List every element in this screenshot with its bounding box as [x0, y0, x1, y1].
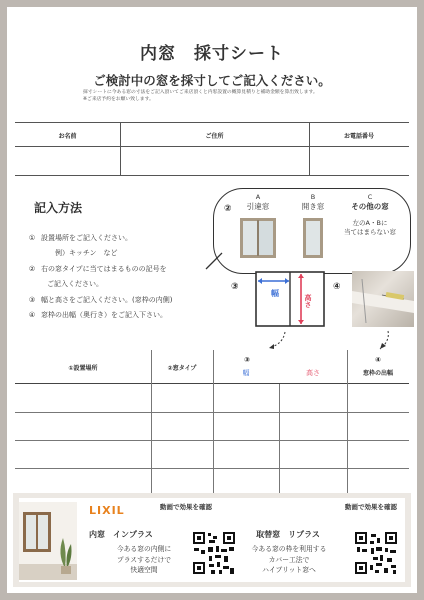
depth-header: 窓枠の出幅 — [362, 370, 393, 377]
product1-desc-line: 快適空間 — [130, 566, 158, 574]
table-row — [15, 468, 409, 469]
intro-note-line1: 採寸シートに今ある窓の寸法をご記入頂いてご来店頂くと内窓設置の概算見積りと補助金額を算出致します。 — [83, 90, 318, 95]
sliding-window-icon — [239, 217, 277, 259]
qr-code-2[interactable] — [353, 530, 399, 576]
method-step: ② 右の窓タイプに当てはまるものの記号を — [28, 264, 167, 273]
step4-marker: ④ — [333, 282, 341, 292]
window-type-c-name: その他の窓 — [351, 202, 389, 211]
method-step: ④ 窓枠の出幅（奥行き）をご記入下さい。 — [28, 311, 167, 320]
window-type-c-desc2: 当てはまらない窓 — [344, 228, 396, 236]
window-type-c-desc1: 左のA・Bに — [352, 219, 388, 227]
table-row — [15, 440, 409, 441]
product1-title: 内窓 インプラス — [89, 530, 153, 539]
step2-marker: ② — [224, 204, 232, 214]
window-type-b — [297, 193, 329, 211]
intro-note-line2: ※ご来店予約をお願い致します。 — [83, 97, 154, 102]
measurement-sheet — [7, 7, 417, 593]
product1-desc — [99, 544, 189, 576]
height-header: 高さ — [306, 369, 320, 377]
customer-info-table — [15, 122, 409, 176]
video-label-2: 動画で効果を確認 — [345, 503, 397, 511]
qr-code-1[interactable] — [191, 530, 237, 576]
product2-title: 取替窓 リプラス — [256, 530, 320, 539]
page-title: 内窓 採寸シート — [140, 44, 284, 64]
step3-marker: ③ — [231, 282, 239, 292]
qr-code-icon — [191, 530, 237, 576]
room-window-image — [19, 502, 77, 580]
product2-desc-line: カバー工法で — [268, 555, 310, 564]
frame-depth-illustration — [352, 271, 414, 327]
window-type-b-name: 開き窓 — [301, 202, 325, 211]
product1-desc-line: 今ある窓の内側に — [116, 545, 172, 553]
lixil-logo: LIXIL — [89, 504, 125, 517]
address-header: ご住所 — [205, 133, 224, 140]
window-type-a — [236, 193, 280, 211]
casement-window-icon — [302, 217, 324, 259]
method-title: 記入方法 — [34, 201, 83, 215]
window-type-a-name: 引違窓 — [246, 202, 270, 211]
table-row — [15, 412, 409, 413]
product1-desc-line: プラスするだけで — [116, 555, 172, 564]
qr-code-icon — [353, 530, 399, 576]
method-step: ご記入ください。 — [47, 280, 103, 289]
product2-desc-line: ハイブリット窓へ — [262, 566, 316, 574]
intro-note — [83, 89, 318, 103]
footer-banner — [13, 493, 411, 587]
measurement-table — [15, 350, 409, 496]
window-type-b-letter: B — [310, 193, 316, 201]
name-field[interactable] — [17, 149, 118, 175]
window-type-header: ②窓タイプ — [167, 365, 197, 372]
method-steps — [23, 231, 172, 323]
window-type-c-letter: C — [367, 193, 373, 201]
window-type-c — [337, 193, 403, 237]
window-frame-photo — [352, 271, 414, 327]
phone-field[interactable] — [311, 149, 407, 175]
width-header: 幅 — [242, 369, 250, 377]
width-label: 幅 — [271, 289, 279, 298]
footer-panel — [19, 498, 405, 582]
size-header-marker: ③ — [244, 356, 250, 364]
window-type-a-letter: A — [255, 193, 261, 201]
address-field[interactable] — [122, 149, 307, 175]
product2-desc-line: 今ある窓の枠を利用する — [251, 545, 327, 553]
location-header: ①設置場所 — [68, 365, 98, 372]
method-step: ③ 幅と高さをご記入ください。(窓枠の内側) — [28, 295, 173, 304]
name-header: お名前 — [58, 133, 77, 140]
measurement-diagram — [255, 271, 325, 327]
phone-header: お電話番号 — [343, 133, 374, 140]
product2-desc — [243, 544, 335, 576]
video-label-1: 動画で効果を確認 — [160, 503, 212, 511]
page-subtitle: ご検討中の窓を採寸してご記入ください。 — [93, 73, 331, 88]
method-step: 例）キッチン など — [55, 249, 118, 258]
depth-header-marker: ④ — [375, 356, 381, 364]
method-step: ① 設置場所をご記入ください。 — [28, 234, 132, 242]
bubble-tail — [204, 251, 224, 271]
height-label: 高さ — [304, 294, 312, 308]
